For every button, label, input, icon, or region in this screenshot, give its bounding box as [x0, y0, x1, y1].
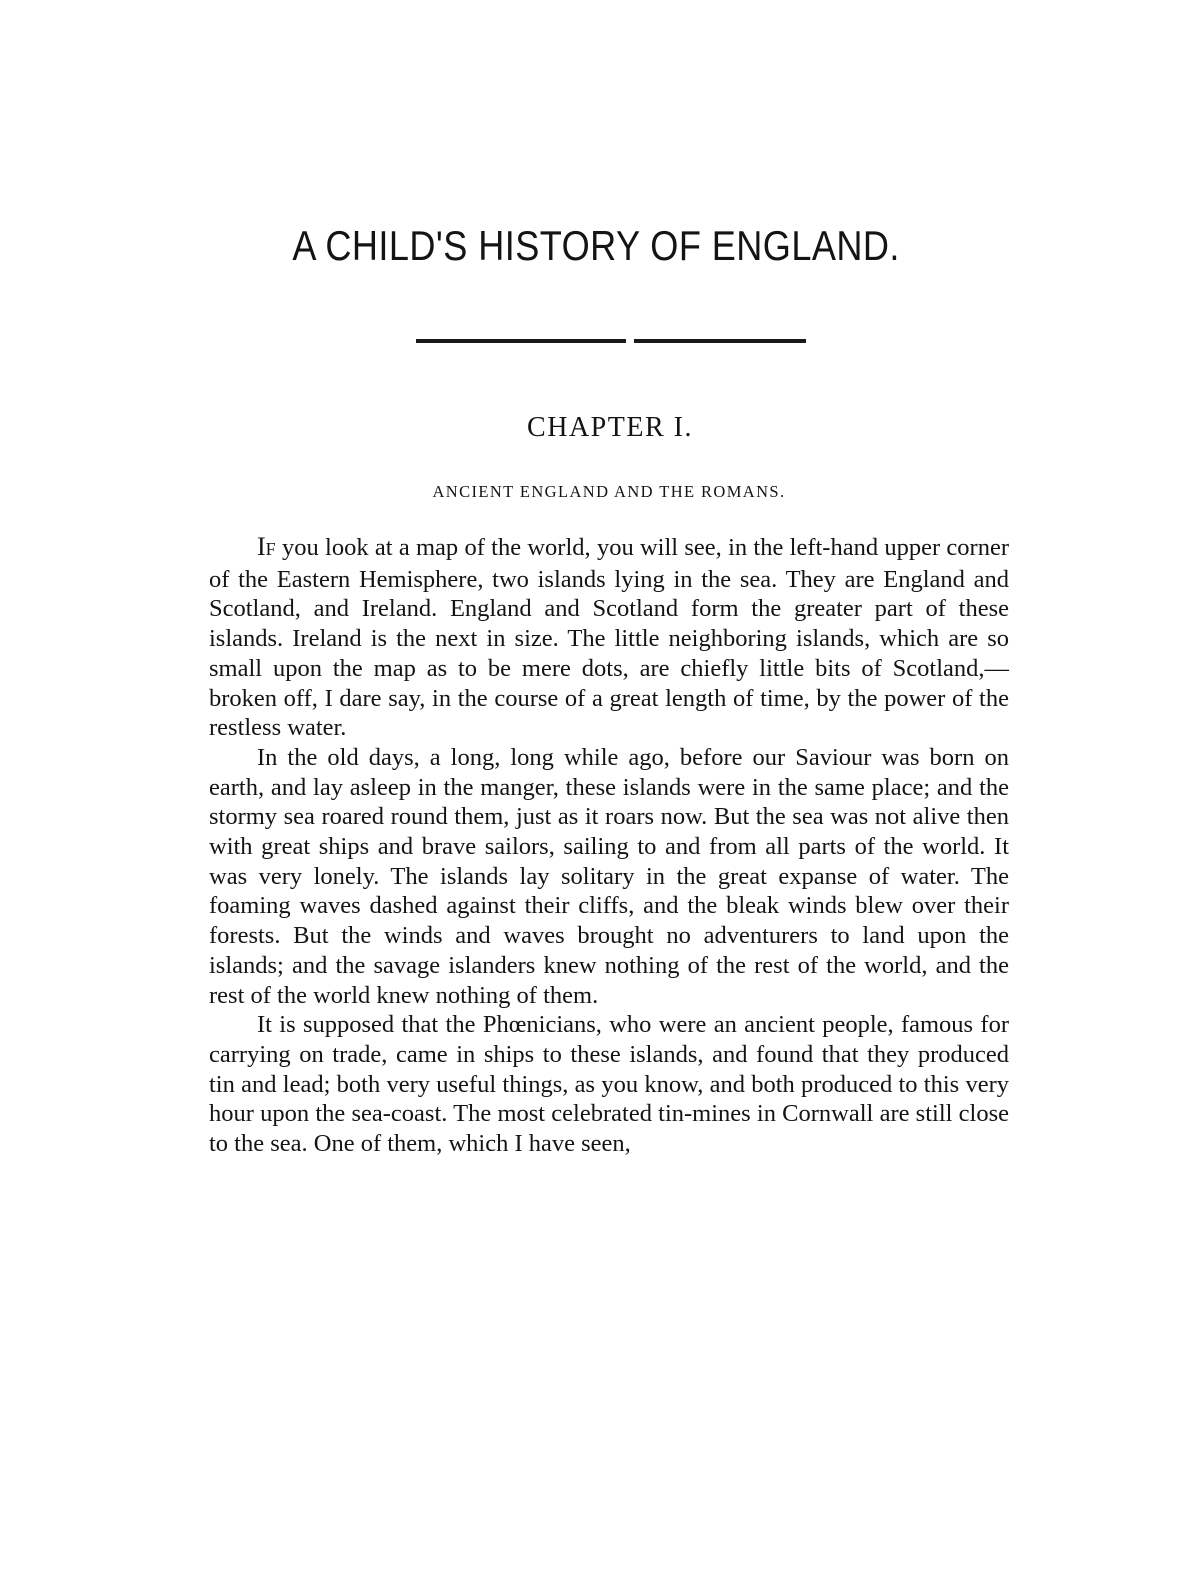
paragraph-initial-letter: I [257, 532, 266, 561]
paragraph-1 [209, 532, 1009, 743]
chapter-heading: CHAPTER I. [527, 412, 693, 443]
chapter-subtitle: ANCIENT ENGLAND AND THE ROMANS. [432, 482, 786, 501]
title-divider-gap [626, 339, 634, 343]
book-title: A CHILD'S HISTORY OF ENGLAND. [292, 222, 900, 269]
paragraph-3: It is supposed that the Phœnicians, who were an ancient people, famous for carrying on trade, came in ships to these islands, and found that they produced tin and lead; both very useful things, as you know, and both produced to this very hour upon the sea-coast. The most celebrated tin-mines in Cornwall are still close to the sea. One of them, which I have seen, [209, 1011, 1009, 1158]
chapter-body [209, 532, 1009, 1159]
paragraph-2: In the old days, a long, long while ago, before our Saviour was born on earth, and lay asleep in the manger, these islands were in the same place; and the stormy sea roared round them, just as it roars now. But the sea was not alive then with great ships and brave sailors, sailing to and from all parts of the world. It was very lonely. The islands lay solitary in the great expanse of water. The foaming waves dashed against their cliffs, and the bleak winds blew over their forests. But the winds and waves brought no adventurers to land upon the islands; and the savage islanders knew nothing of the rest of the world, and the rest of the world knew nothing of them. [209, 743, 1009, 1009]
paragraph-initial-smallcap: F [265, 539, 276, 559]
title-divider [416, 339, 806, 343]
paragraph-1-text: you look at a map of the world, you will see, in the left-hand upper corner of the Eastern Hemisphere, two islands lying in the sea. They are England and Scotland, and Ireland. England and Scotland form the greater part of these islands. Ireland is the next in size. The little neighboring islands, which are so small upon the map as to be mere dots, are chiefly little bits of Scotland,—broken off, I dare say, in the course of a great length of time, by the power of the restless water. [209, 534, 1009, 742]
